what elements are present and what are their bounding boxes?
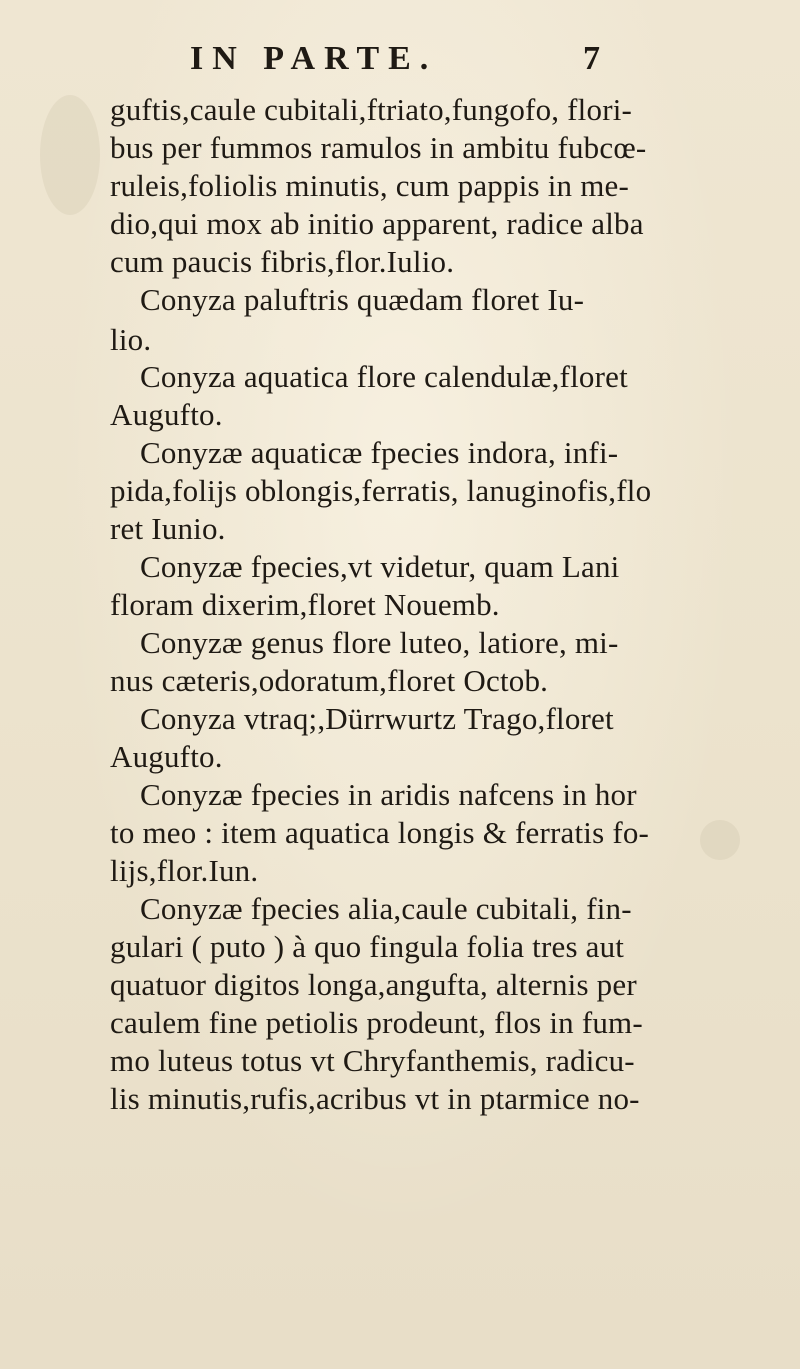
text-line: quatuor digitos longa,angufta, alternis per — [110, 967, 637, 1002]
text-line: Conyza paluftris quædam floret Iu- — [140, 282, 585, 317]
text-line: Conyzæ genus flore luteo, latiore, mi- — [140, 625, 619, 660]
text-line: ret Iunio. — [110, 511, 226, 546]
text-line: Augufto. — [110, 739, 223, 774]
text-line: cum paucis fibris,flor.Iulio. — [110, 244, 455, 279]
running-head: IN PARTE. — [190, 40, 438, 77]
page-header — [0, 40, 800, 84]
text-line: dio,qui mox ab initio apparent, radice alba — [110, 206, 644, 241]
text-line: Conyzæ fpecies in aridis nafcens in hor — [140, 777, 637, 812]
page-number: 7 — [583, 40, 600, 77]
text-line: Conyzæ fpecies alia,caule cubitali, fin- — [140, 891, 632, 926]
page-stain — [40, 95, 100, 215]
text-line: pida,folijs oblongis,ferratis, lanuginofis,flo — [110, 473, 652, 508]
text-line: to meo : item aquatica longis & ferratis fo- — [110, 815, 650, 850]
page-stain — [700, 820, 740, 860]
text-line: Conyzæ fpecies,vt videtur, quam Lani — [140, 549, 620, 584]
text-line: guftis,caule cubitali,ftriato,fungofo, flori- — [110, 92, 633, 127]
text-line: gulari ( puto ) à quo fingula folia tres aut — [110, 929, 625, 964]
text-line: Augufto. — [110, 397, 223, 432]
text-line: Conyza aquatica flore calendulæ,floret — [140, 359, 628, 394]
text-line: lio. — [110, 322, 152, 357]
text-line: caulem fine petiolis prodeunt, flos in fum- — [110, 1005, 643, 1040]
text-line: Conyzæ aquaticæ fpecies indora, infi- — [140, 435, 619, 470]
text-line: lis minutis,rufis,acribus vt in ptarmice no- — [110, 1081, 640, 1116]
text-line: Conyza vtraq;,Dürrwurtz Trago,floret — [140, 701, 614, 736]
text-line: ruleis,foliolis minutis, cum pappis in me- — [110, 168, 629, 203]
text-line: floram dixerim,floret Nouemb. — [110, 587, 500, 622]
text-line: mo luteus totus vt Chryfanthemis, radicu- — [110, 1043, 635, 1078]
text-line: lijs,flor.Iun. — [110, 853, 259, 888]
text-line: bus per fummos ramulos in ambitu fubcœ- — [110, 130, 647, 165]
text-line: nus cæteris,odoratum,floret Octob. — [110, 663, 549, 698]
